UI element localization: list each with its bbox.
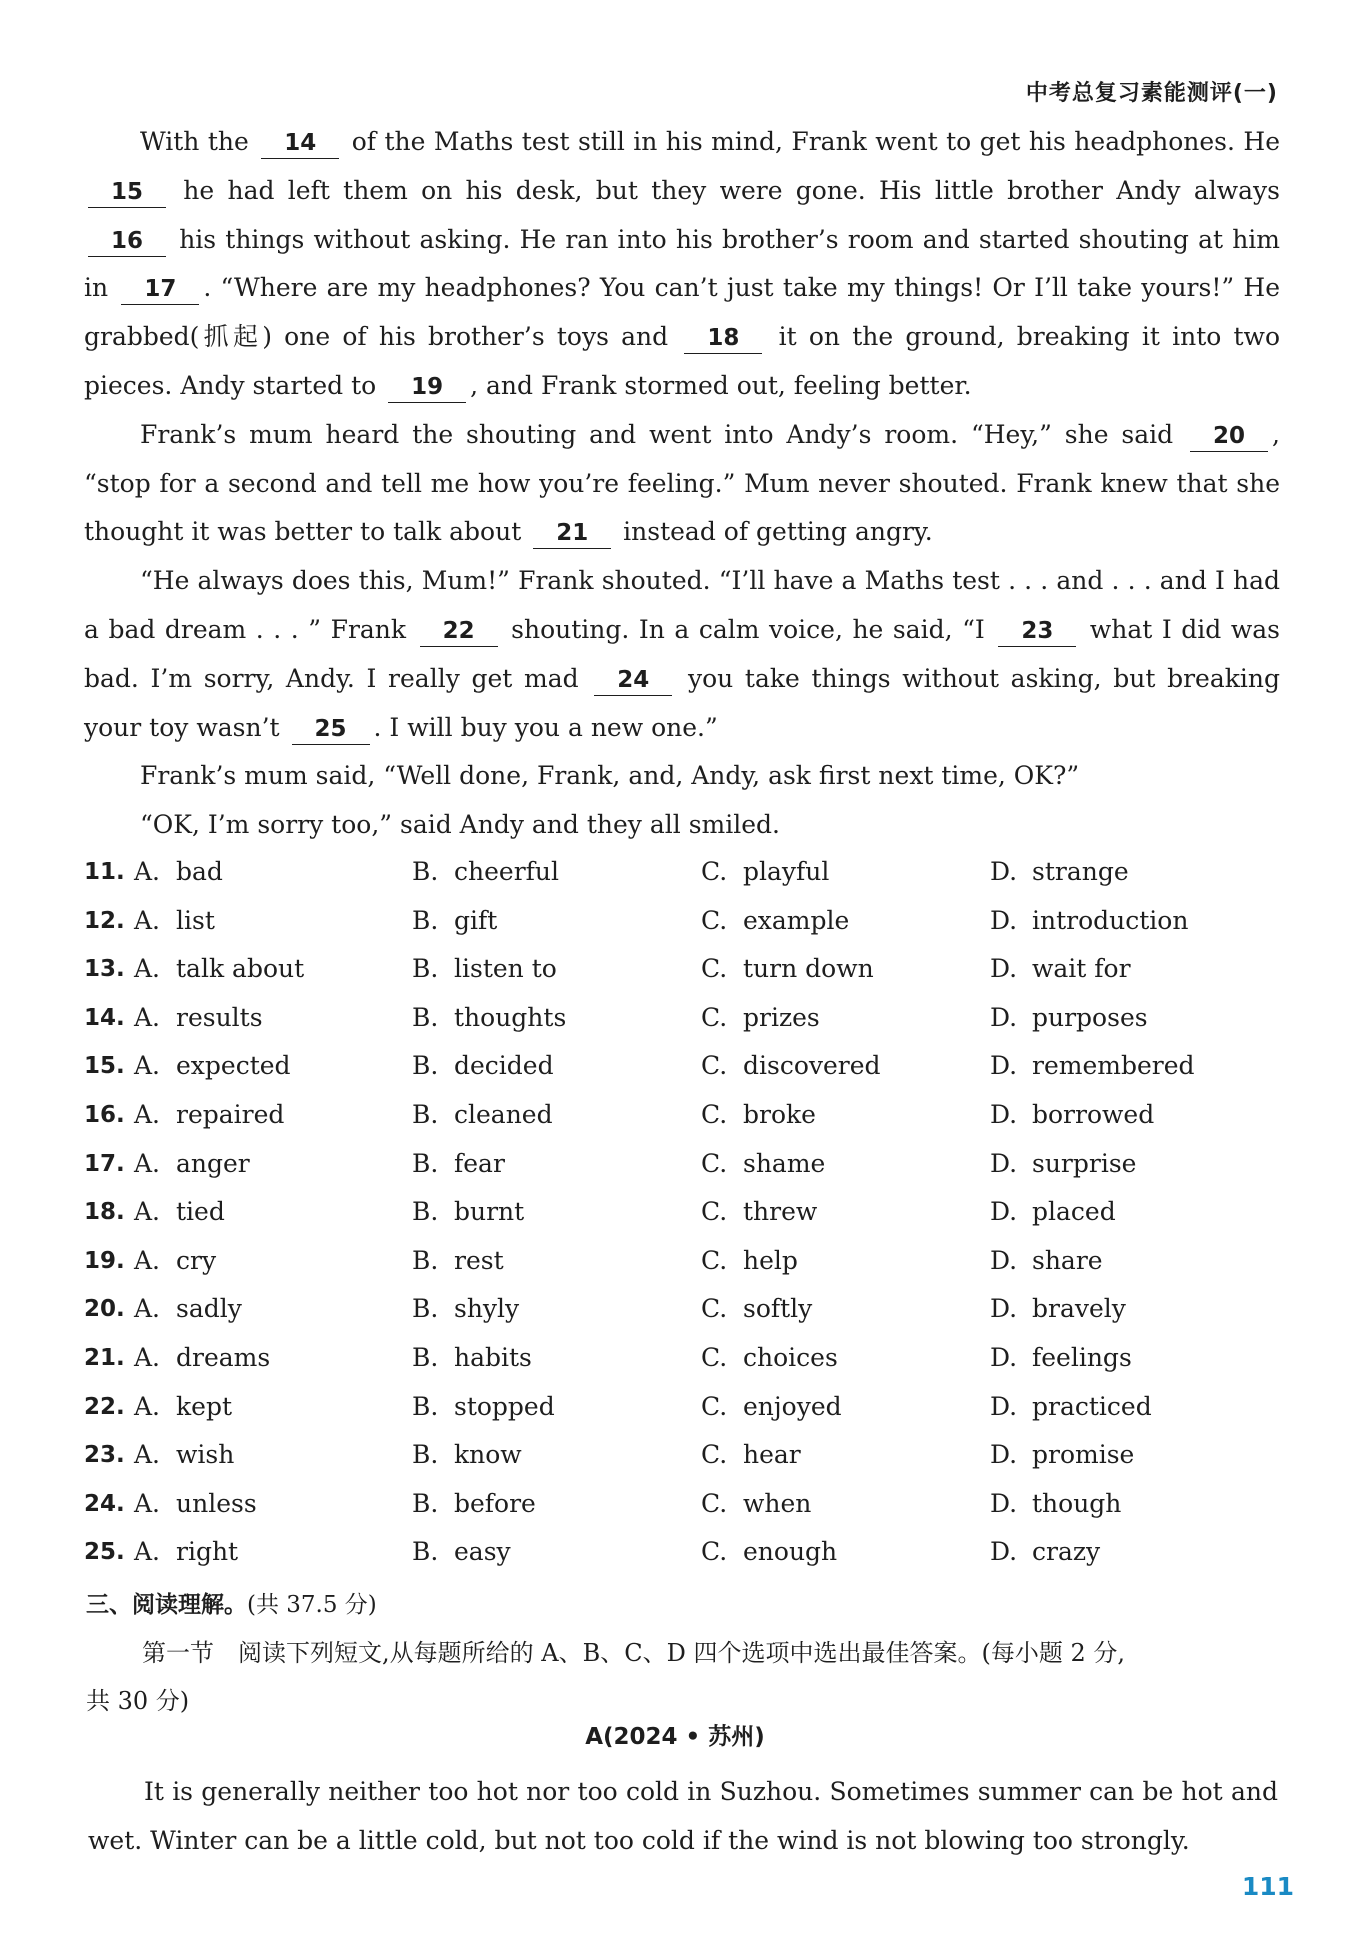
option-letter: B. xyxy=(412,954,439,984)
option-a xyxy=(134,1431,234,1480)
option-text: results xyxy=(176,1002,263,1032)
question-number: 18. xyxy=(84,1199,125,1226)
text: , “stop for a second and tell me how you’re feeling.” Mum never shouted. Frank knew that she thought it was better to talk about xyxy=(84,419,1280,547)
text: . “Where are my headphones? You can’t just take my things! Or I’ll take yours!” He grabbed(抓起) one of his brother’s toys and xyxy=(84,273,1280,352)
paragraph-2 xyxy=(84,411,1280,557)
option-a xyxy=(134,1285,242,1334)
option-d xyxy=(990,1383,1152,1432)
option-c xyxy=(701,1285,812,1334)
blank-19: 19 xyxy=(388,372,466,403)
option-row xyxy=(84,1285,1280,1334)
option-letter: A. xyxy=(134,1440,161,1470)
option-text: know xyxy=(454,1440,522,1470)
option-letter: D. xyxy=(990,1294,1018,1324)
section-title: 三、阅读理解。 xyxy=(86,1592,247,1618)
option-letter: B. xyxy=(412,1488,439,1518)
option-text: though xyxy=(1032,1488,1122,1518)
option-letter: C. xyxy=(701,1245,728,1275)
paragraph-3 xyxy=(84,557,1280,752)
option-a xyxy=(134,1091,284,1140)
option-letter: B. xyxy=(412,1002,439,1032)
option-letter: B. xyxy=(412,905,439,935)
question-number: 22. xyxy=(84,1393,125,1420)
question-number: 16. xyxy=(84,1101,125,1128)
option-letter: D. xyxy=(990,1148,1018,1178)
question-number: 14. xyxy=(84,1004,125,1031)
option-d xyxy=(990,994,1148,1043)
option-text: decided xyxy=(454,1051,554,1081)
option-d xyxy=(990,1140,1136,1189)
option-text: turn down xyxy=(743,954,874,984)
option-letter: D. xyxy=(990,1440,1018,1470)
option-text: expected xyxy=(176,1051,291,1081)
option-d xyxy=(990,1480,1121,1529)
option-letter: A. xyxy=(134,1002,161,1032)
blank-23: 23 xyxy=(998,616,1076,647)
option-text: hear xyxy=(743,1440,801,1470)
option-c xyxy=(701,1237,798,1286)
option-c xyxy=(701,945,874,994)
option-text: enough xyxy=(743,1537,838,1567)
question-number: 17. xyxy=(84,1150,125,1177)
blank-17: 17 xyxy=(121,274,199,305)
option-letter: B. xyxy=(412,857,439,886)
option-text: burnt xyxy=(454,1197,525,1227)
question-number: 13. xyxy=(84,956,125,983)
reading-a-paragraph-1: It is generally neither too hot nor too cold in Suzhou. Sometimes summer can be hot and wet. Winter can be a little cold, but not too cold if the wind is not blowing too strongly. xyxy=(88,1777,1278,1855)
option-c xyxy=(701,1528,837,1577)
paragraph-1 xyxy=(84,118,1280,411)
question-number: 20. xyxy=(84,1296,125,1323)
option-text: list xyxy=(176,905,215,935)
text: of the Maths test still in his mind, Frank went to get his headphones. He xyxy=(351,127,1280,156)
option-text: tied xyxy=(176,1197,225,1227)
option-row xyxy=(84,1140,1280,1189)
option-row xyxy=(84,1042,1280,1091)
blank-21: 21 xyxy=(533,518,611,549)
option-text: help xyxy=(743,1245,798,1275)
question-number: 24. xyxy=(84,1490,125,1517)
option-letter: B. xyxy=(412,1342,439,1372)
option-letter: A. xyxy=(134,1488,161,1518)
option-letter: C. xyxy=(701,1440,728,1470)
option-row xyxy=(84,1528,1280,1577)
option-letter: C. xyxy=(701,1051,728,1081)
option-b xyxy=(412,1042,554,1091)
option-text: habits xyxy=(454,1342,532,1372)
text: what I did was bad. I’m sorry, Andy. I really get mad xyxy=(84,614,1280,693)
option-text: stopped xyxy=(454,1391,555,1421)
text: “He always does this, Mum!” Frank shouted. “I’ll have a Maths test . . . and . . . and I had a bad dream . . . ” Frank xyxy=(84,566,1280,644)
option-text: cleaned xyxy=(454,1099,553,1129)
reading-a-passage xyxy=(88,1768,1278,1865)
option-text: bad xyxy=(176,857,223,886)
option-letter: D. xyxy=(990,905,1018,935)
option-c xyxy=(701,1140,825,1189)
option-d xyxy=(990,1188,1116,1237)
option-row xyxy=(84,1431,1280,1480)
option-letter: C. xyxy=(701,1197,728,1227)
option-a xyxy=(134,1042,291,1091)
option-row xyxy=(84,1480,1280,1529)
option-text: dreams xyxy=(176,1342,271,1372)
option-text: wait for xyxy=(1032,954,1131,984)
text: With the xyxy=(140,127,249,156)
option-letter: D. xyxy=(990,1197,1018,1227)
option-letter: C. xyxy=(701,1294,728,1324)
blank-24: 24 xyxy=(594,665,672,696)
option-b xyxy=(412,897,497,946)
option-d xyxy=(990,848,1129,897)
question-number: 19. xyxy=(84,1247,125,1274)
option-letter: D. xyxy=(990,954,1018,984)
section-reading xyxy=(86,1580,1282,1725)
option-c xyxy=(701,1188,817,1237)
options-list xyxy=(84,848,1280,1577)
option-text: share xyxy=(1032,1245,1103,1275)
cloze-passage xyxy=(84,118,1280,850)
option-text: purposes xyxy=(1032,1002,1148,1032)
option-d xyxy=(990,1237,1103,1286)
option-c xyxy=(701,897,849,946)
option-text: repaired xyxy=(176,1099,285,1129)
option-letter: C. xyxy=(701,1099,728,1129)
text: he had left them on his desk, but they were gone. His little brother Andy always xyxy=(183,175,1280,205)
question-number: 11. xyxy=(84,859,125,885)
option-b xyxy=(412,994,566,1043)
paragraph-4: Frank’s mum said, “Well done, Frank, and, Andy, ask first next time, OK?” xyxy=(140,761,1080,791)
option-text: placed xyxy=(1032,1197,1116,1227)
blank-14: 14 xyxy=(261,128,339,159)
option-letter: D. xyxy=(990,1488,1018,1518)
option-c xyxy=(701,994,820,1043)
option-d xyxy=(990,1091,1154,1140)
option-text: strange xyxy=(1032,857,1129,886)
option-letter: D. xyxy=(990,1002,1018,1032)
option-c xyxy=(701,848,829,897)
option-text: discovered xyxy=(743,1051,881,1081)
option-text: broke xyxy=(743,1099,816,1129)
option-b xyxy=(412,1188,524,1237)
paragraph-5: “OK, I’m sorry too,” said Andy and they all smiled. xyxy=(140,810,780,840)
option-text: bravely xyxy=(1032,1294,1126,1324)
option-letter: D. xyxy=(990,1245,1018,1275)
option-letter: D. xyxy=(990,857,1018,886)
option-letter: C. xyxy=(701,1391,728,1421)
option-text: crazy xyxy=(1032,1537,1101,1567)
text: , and Frank stormed out, feeling better. xyxy=(470,370,972,400)
option-row xyxy=(84,1188,1280,1237)
option-text: anger xyxy=(176,1148,250,1178)
option-letter: B. xyxy=(412,1537,439,1567)
option-letter: C. xyxy=(701,954,728,984)
option-letter: C. xyxy=(701,857,728,886)
option-letter: D. xyxy=(990,1537,1018,1567)
option-text: enjoyed xyxy=(743,1391,842,1421)
option-text: sadly xyxy=(176,1294,242,1324)
option-letter: A. xyxy=(134,1148,161,1178)
option-d xyxy=(990,1528,1100,1577)
option-text: softly xyxy=(743,1294,813,1324)
option-letter: B. xyxy=(412,1245,439,1275)
option-letter: C. xyxy=(701,1148,728,1178)
option-text: talk about xyxy=(176,954,305,984)
option-b xyxy=(412,848,559,897)
text: shouting. In a calm voice, he said, “I xyxy=(511,614,985,644)
option-text: right xyxy=(176,1537,239,1567)
option-text: easy xyxy=(454,1537,511,1567)
option-text: listen to xyxy=(454,954,557,984)
option-c xyxy=(701,1431,801,1480)
section-instruction-cont: 共 30 分) xyxy=(86,1687,190,1715)
option-row xyxy=(84,848,1280,897)
option-letter: A. xyxy=(134,905,161,935)
option-b xyxy=(412,1431,522,1480)
option-text: rest xyxy=(454,1245,504,1275)
option-text: cry xyxy=(176,1245,217,1275)
option-text: threw xyxy=(743,1197,818,1227)
option-text: feelings xyxy=(1032,1342,1132,1372)
option-text: example xyxy=(743,905,850,935)
question-number: 15. xyxy=(84,1053,125,1080)
option-text: prizes xyxy=(743,1002,820,1032)
option-a xyxy=(134,1237,216,1286)
option-c xyxy=(701,1480,811,1529)
option-letter: B. xyxy=(412,1099,439,1129)
option-letter: C. xyxy=(701,905,728,935)
option-letter: A. xyxy=(134,1245,161,1275)
option-text: when xyxy=(743,1488,812,1518)
option-text: playful xyxy=(743,857,830,886)
option-letter: D. xyxy=(990,1051,1018,1081)
option-letter: B. xyxy=(412,1294,439,1324)
option-row xyxy=(84,1383,1280,1432)
option-letter: A. xyxy=(134,1537,161,1567)
section-score: (共 37.5 分) xyxy=(247,1592,377,1618)
option-letter: B. xyxy=(412,1440,439,1470)
section-heading xyxy=(86,1580,1282,1629)
option-letter: D. xyxy=(990,1342,1018,1372)
option-letter: A. xyxy=(134,1342,161,1372)
option-row xyxy=(84,1237,1280,1286)
option-b xyxy=(412,1237,504,1286)
option-text: shyly xyxy=(454,1294,520,1324)
text: . I will buy you a new one.” xyxy=(373,712,718,742)
option-b xyxy=(412,1285,519,1334)
option-letter: B. xyxy=(412,1391,439,1421)
header-title: 中考总复习素能测评(一) xyxy=(1025,81,1278,106)
blank-25: 25 xyxy=(292,714,370,745)
question-number: 23. xyxy=(84,1442,125,1469)
blank-18: 18 xyxy=(684,323,762,354)
option-text: wish xyxy=(176,1440,235,1470)
option-letter: A. xyxy=(134,1391,161,1421)
option-d xyxy=(990,945,1131,994)
option-text: thoughts xyxy=(454,1002,567,1032)
option-a xyxy=(134,994,263,1043)
option-text: borrowed xyxy=(1032,1099,1155,1129)
option-b xyxy=(412,945,557,994)
blank-20: 20 xyxy=(1190,421,1268,452)
option-b xyxy=(412,1091,553,1140)
question-number: 12. xyxy=(84,907,125,934)
option-text: kept xyxy=(176,1391,232,1421)
option-d xyxy=(990,1285,1126,1334)
option-b xyxy=(412,1140,505,1189)
option-a xyxy=(134,848,223,897)
page-number: 111 xyxy=(1241,1872,1294,1901)
option-text: unless xyxy=(176,1488,257,1518)
reading-a-title: A(2024 • 苏州) xyxy=(585,1724,765,1750)
option-a xyxy=(134,897,215,946)
option-letter: C. xyxy=(701,1342,728,1372)
option-b xyxy=(412,1528,511,1577)
option-letter: C. xyxy=(701,1488,728,1518)
option-text: remembered xyxy=(1032,1051,1195,1081)
option-a xyxy=(134,1383,232,1432)
blank-22: 22 xyxy=(420,616,498,647)
section-instruction: 第一节 阅读下列短文,从每题所给的 A、B、C、D 四个选项中选出最佳答案。(每小题 2 分, xyxy=(142,1639,1125,1667)
option-text: practiced xyxy=(1032,1391,1152,1421)
option-c xyxy=(701,1042,881,1091)
option-b xyxy=(412,1334,532,1383)
option-letter: A. xyxy=(134,1099,161,1129)
option-a xyxy=(134,945,304,994)
option-letter: C. xyxy=(701,1537,728,1567)
option-letter: A. xyxy=(134,1197,161,1227)
option-b xyxy=(412,1383,555,1432)
question-number: 21. xyxy=(84,1344,125,1371)
option-text: before xyxy=(454,1488,536,1518)
text: Frank’s mum heard the shouting and went into Andy’s room. “Hey,” she said xyxy=(140,419,1174,449)
option-row xyxy=(84,945,1280,994)
blank-16: 16 xyxy=(88,226,166,257)
option-a xyxy=(134,1528,238,1577)
option-letter: D. xyxy=(990,1099,1018,1129)
option-c xyxy=(701,1383,842,1432)
text: instead of getting angry. xyxy=(623,517,933,547)
option-letter: D. xyxy=(990,1391,1018,1421)
text: you take things without asking, but breaking your toy wasn’t xyxy=(84,663,1280,742)
option-text: shame xyxy=(743,1148,826,1178)
option-letter: A. xyxy=(134,1294,161,1324)
option-row xyxy=(84,1334,1280,1383)
option-text: introduction xyxy=(1032,905,1189,935)
option-letter: B. xyxy=(412,1197,439,1227)
option-letter: A. xyxy=(134,1051,161,1081)
option-b xyxy=(412,1480,536,1529)
option-letter: A. xyxy=(134,954,161,984)
text: it on the ground, breaking it into two pieces. Andy started to xyxy=(84,322,1281,400)
blank-15: 15 xyxy=(88,177,166,208)
option-text: surprise xyxy=(1032,1148,1137,1178)
option-letter: B. xyxy=(412,1051,439,1081)
option-text: gift xyxy=(454,905,498,935)
option-letter: B. xyxy=(412,1148,439,1178)
option-a xyxy=(134,1334,270,1383)
option-letter: A. xyxy=(134,857,161,886)
option-d xyxy=(990,897,1188,946)
option-a xyxy=(134,1480,257,1529)
option-a xyxy=(134,1188,225,1237)
option-a xyxy=(134,1140,250,1189)
option-row xyxy=(84,1091,1280,1140)
option-letter: C. xyxy=(701,1002,728,1032)
option-row xyxy=(84,994,1280,1043)
question-number: 25. xyxy=(84,1539,125,1566)
option-text: promise xyxy=(1032,1440,1135,1470)
option-d xyxy=(990,1431,1134,1480)
option-d xyxy=(990,1334,1132,1383)
text: his things without asking. He ran into his brother’s room and started shouting at him in xyxy=(84,224,1281,303)
option-c xyxy=(701,1091,816,1140)
option-text: choices xyxy=(743,1342,838,1372)
option-text: fear xyxy=(454,1148,505,1178)
option-c xyxy=(701,1334,838,1383)
option-text: cheerful xyxy=(454,857,559,886)
option-d xyxy=(990,1042,1195,1091)
option-row xyxy=(84,897,1280,946)
